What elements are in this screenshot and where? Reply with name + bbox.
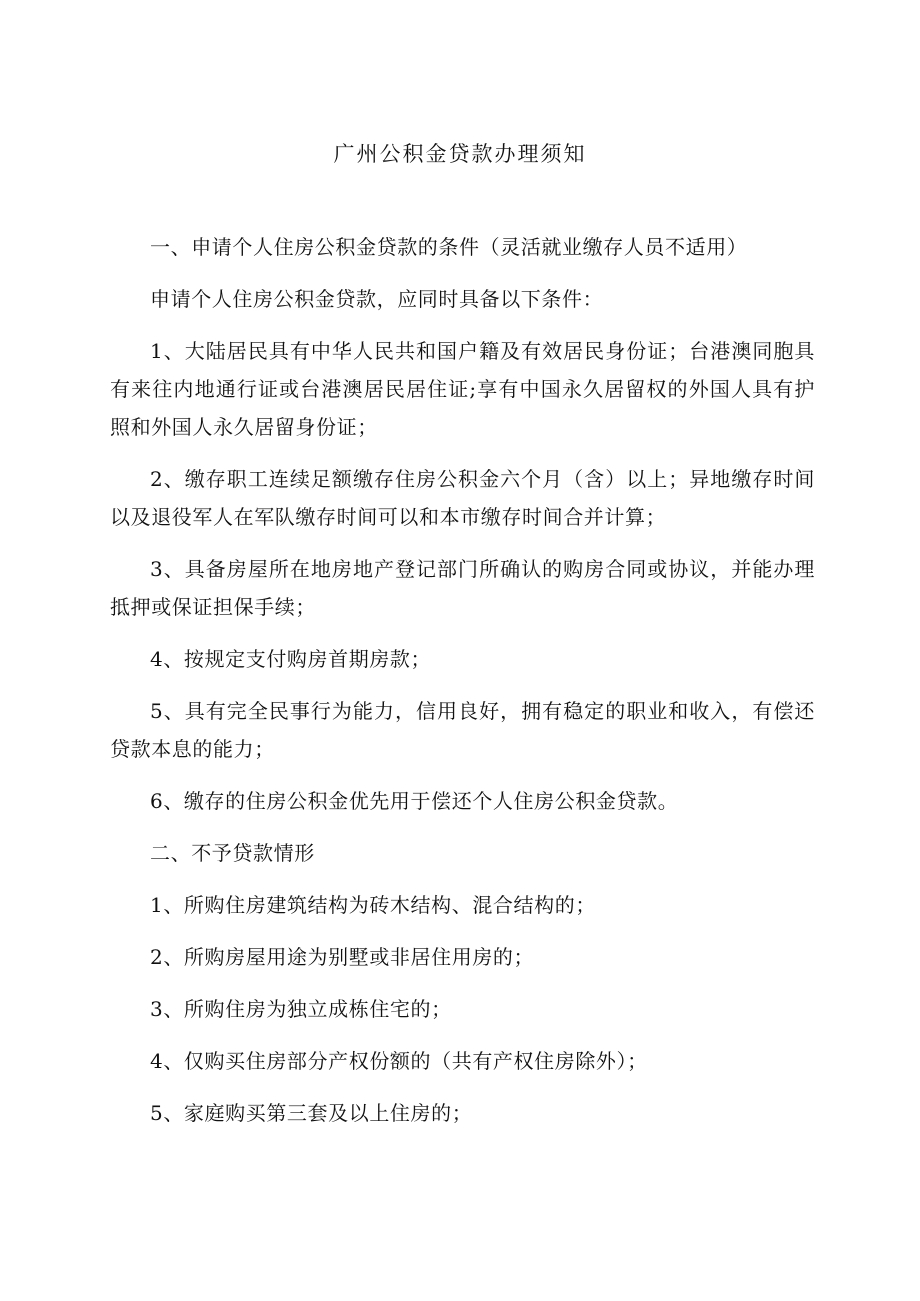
exclusion-item-2: 2、所购房屋用途为别墅或非居住用房的；	[150, 945, 535, 969]
document-title: 广州公积金贷款办理须知	[333, 142, 587, 166]
condition-item-5: 5、具有完全民事行为能力，信用良好，拥有稳定的职业和收入，有偿还贷款本息的能力；	[110, 699, 815, 761]
condition-item-6: 6、缴存的住房公积金优先用于偿还个人住房公积金贷款。	[150, 789, 679, 813]
document-body	[110, 228, 815, 1132]
condition-item-3: 3、具备房屋所在地房地产登记部门所确认的购房合同或协议，并能办理抵押或保证担保手续；	[110, 557, 815, 619]
exclusion-item-1: 1、所购住房建筑结构为砖木结构、混合结构的；	[150, 893, 596, 917]
condition-item-4: 4、按规定支付购房首期房款；	[150, 647, 432, 671]
section-heading-conditions: 一、申请个人住房公积金贷款的条件（灵活就业缴存人员不适用）	[150, 235, 748, 259]
condition-item-2: 2、缴存职工连续足额缴存住房公积金六个月（含）以上；异地缴存时间以及退役军人在军队缴存时间可以和本市缴存时间合并计算；	[110, 467, 815, 529]
paragraph-intro: 申请个人住房公积金贷款，应同时具备以下条件：	[150, 287, 604, 311]
exclusion-item-3: 3、所购住房为独立成栋住宅的；	[150, 997, 452, 1021]
section-heading-exclusions: 二、不予贷款情形	[150, 841, 315, 865]
exclusion-item-4: 4、仅购买住房部分产权份额的（共有产权住房除外）；	[150, 1049, 648, 1073]
condition-item-1: 1、大陆居民具有中华人民共和国户籍及有效居民身份证；台港澳同胞具有来往内地通行证或台港澳居民居住证;享有中国永久居留权的外国人具有护照和外国人永久居留身份证；	[110, 339, 815, 439]
exclusion-item-5: 5、家庭购买第三套及以上住房的；	[150, 1101, 473, 1125]
